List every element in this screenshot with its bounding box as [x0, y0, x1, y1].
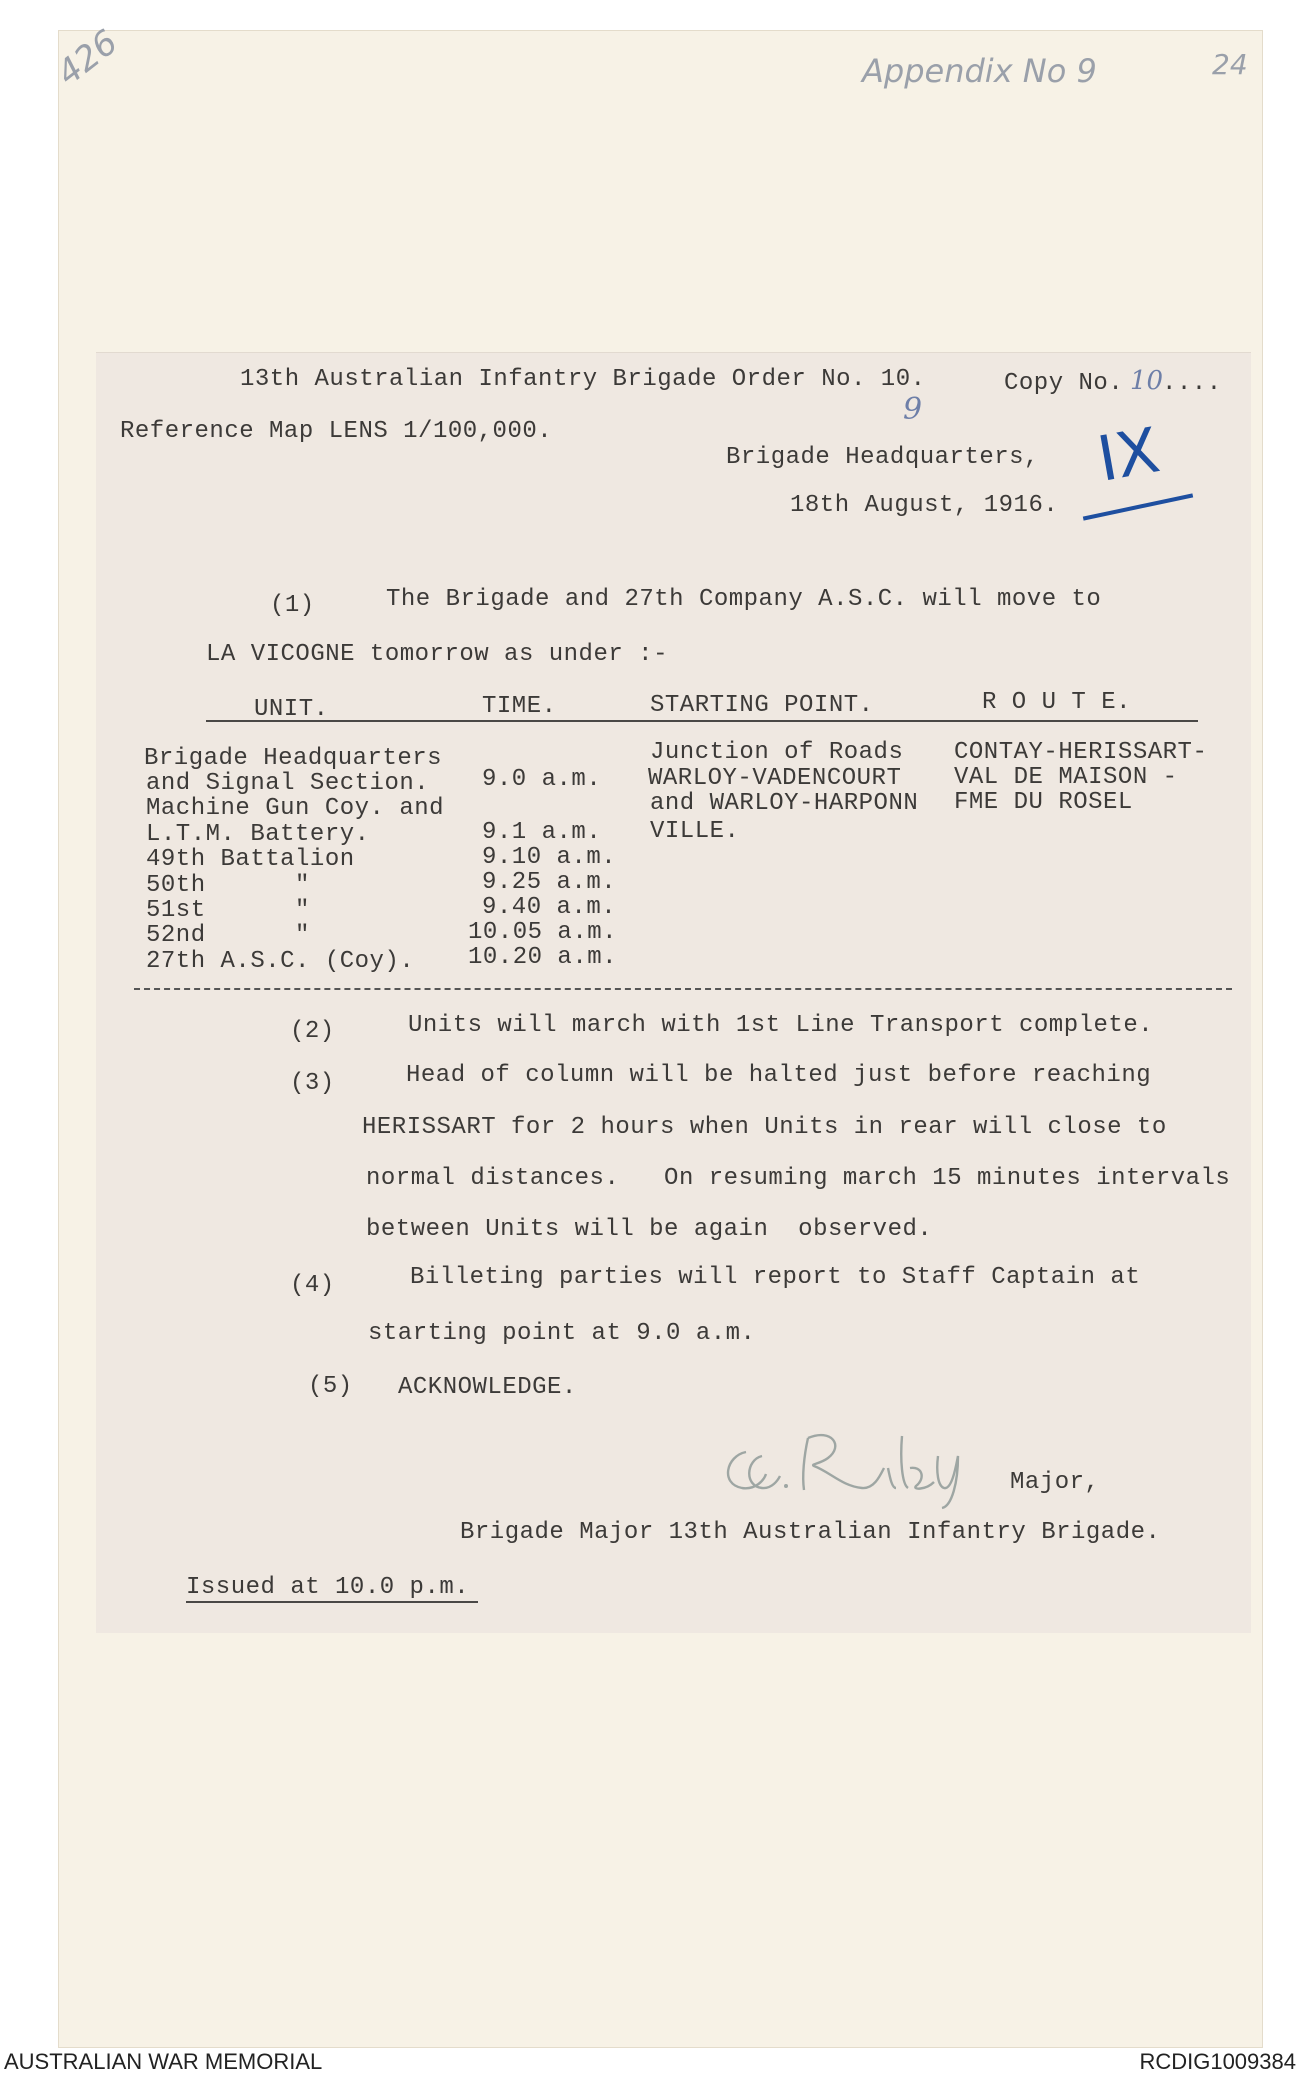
footer-archive-name: AUSTRALIAN WAR MEMORIAL: [4, 2049, 323, 2074]
unit-row: 51st ": [146, 897, 310, 924]
unit-row: 27th A.S.C. (Coy).: [146, 948, 415, 975]
typed-order-sheet: [96, 352, 1251, 1633]
time-cell: 10.05 a.m.: [468, 919, 618, 946]
para2-text: Units will march with 1st Line Transport complete.: [408, 1012, 1154, 1039]
time-cell: 9.25 a.m.: [482, 869, 617, 896]
unit-row: 49th Battalion: [146, 846, 355, 873]
unit-row: 50th ": [146, 872, 310, 899]
time-cell: 10.20 a.m.: [468, 944, 618, 971]
signature-scrawl: [712, 1416, 972, 1512]
route-line: CONTAY-HERISSART-: [954, 739, 1208, 766]
route-line: FME DU ROSEL: [954, 789, 1133, 816]
brigade-headquarters: Brigade Headquarters,: [726, 444, 1039, 471]
order-title: 13th Australian Infantry Brigade Order No. 10.: [240, 366, 926, 393]
para2-number: (2): [290, 1018, 335, 1045]
issued-underline: [186, 1601, 478, 1603]
para5-text: ACKNOWLEDGE.: [398, 1374, 577, 1401]
para1-number: (1): [270, 592, 315, 619]
handwritten-signature: [712, 1416, 972, 1512]
issued-time: Issued at 10.0 p.m.: [186, 1574, 470, 1601]
para4-line: starting point at 9.0 a.m.: [368, 1320, 756, 1347]
unit-row: and Signal Section.: [146, 770, 430, 797]
footer-record-id: RCDIG1009384: [1139, 2049, 1296, 2074]
signatory-rank: Major,: [1010, 1469, 1100, 1496]
starting-point-line: WARLOY-VADENCOURT: [648, 765, 902, 792]
para3-line: Head of column will be halted just before reaching: [406, 1062, 1152, 1089]
starting-point-line: VILLE.: [650, 818, 740, 845]
time-cell: 9.1 a.m.: [482, 819, 602, 846]
roman-numeral-stamp: IX: [1092, 413, 1165, 496]
copy-number-value: 10: [1130, 366, 1164, 396]
appendix-note: Appendix No 9: [862, 52, 1097, 90]
time-cell: 9.10 a.m.: [482, 844, 617, 871]
para5-number: (5): [308, 1373, 353, 1400]
copy-number-label: Copy No.: [1004, 370, 1124, 397]
para1-line1: The Brigade and 27th Company A.S.C. will move to: [386, 586, 1102, 613]
unit-row: L.T.M. Battery.: [146, 821, 370, 848]
table-bottom-rule: [134, 988, 1232, 990]
time-cell: 9.40 a.m.: [482, 894, 617, 921]
time-cell: 9.0 a.m.: [482, 766, 602, 793]
unit-row: Brigade Headquarters: [144, 745, 443, 772]
starting-point-line: Junction of Roads: [650, 739, 904, 766]
corner-number: 24: [1212, 48, 1248, 81]
para3-line: HERISSART for 2 hours when Units in rear will close to: [362, 1114, 1167, 1141]
starting-point-line: and WARLOY-HARPONN: [650, 790, 919, 817]
para3-line: normal distances. On resuming march 15 minutes intervals: [366, 1165, 1231, 1192]
para3-line: between Units will be again observed.: [366, 1216, 933, 1243]
unit-row: 52nd ": [146, 922, 310, 949]
signatory-title: Brigade Major 13th Australian Infantry Brigade.: [460, 1519, 1161, 1546]
para4-line: Billeting parties will report to Staff Captain at: [410, 1264, 1141, 1291]
folio-number: 426: [49, 22, 126, 94]
unit-row: Machine Gun Coy. and: [146, 795, 445, 822]
header-starting-point: STARTING POINT.: [650, 692, 874, 719]
para4-number: (4): [290, 1272, 335, 1299]
header-route: R O U T E.: [982, 689, 1132, 716]
para3-number: (3): [290, 1070, 335, 1097]
order-date: 18th August, 1916.: [790, 492, 1059, 519]
header-time: TIME.: [482, 693, 557, 720]
header-unit: UNIT.: [254, 696, 329, 723]
reference-map: Reference Map LENS 1/100,000.: [120, 418, 553, 445]
route-line: VAL DE MAISON -: [954, 764, 1178, 791]
header-underline: [206, 720, 1198, 722]
para1-line2: LA VICOGNE tomorrow as under :-: [206, 641, 668, 668]
copy-number-dots: ....: [1162, 370, 1222, 397]
order-number-correction: 9: [903, 392, 923, 427]
